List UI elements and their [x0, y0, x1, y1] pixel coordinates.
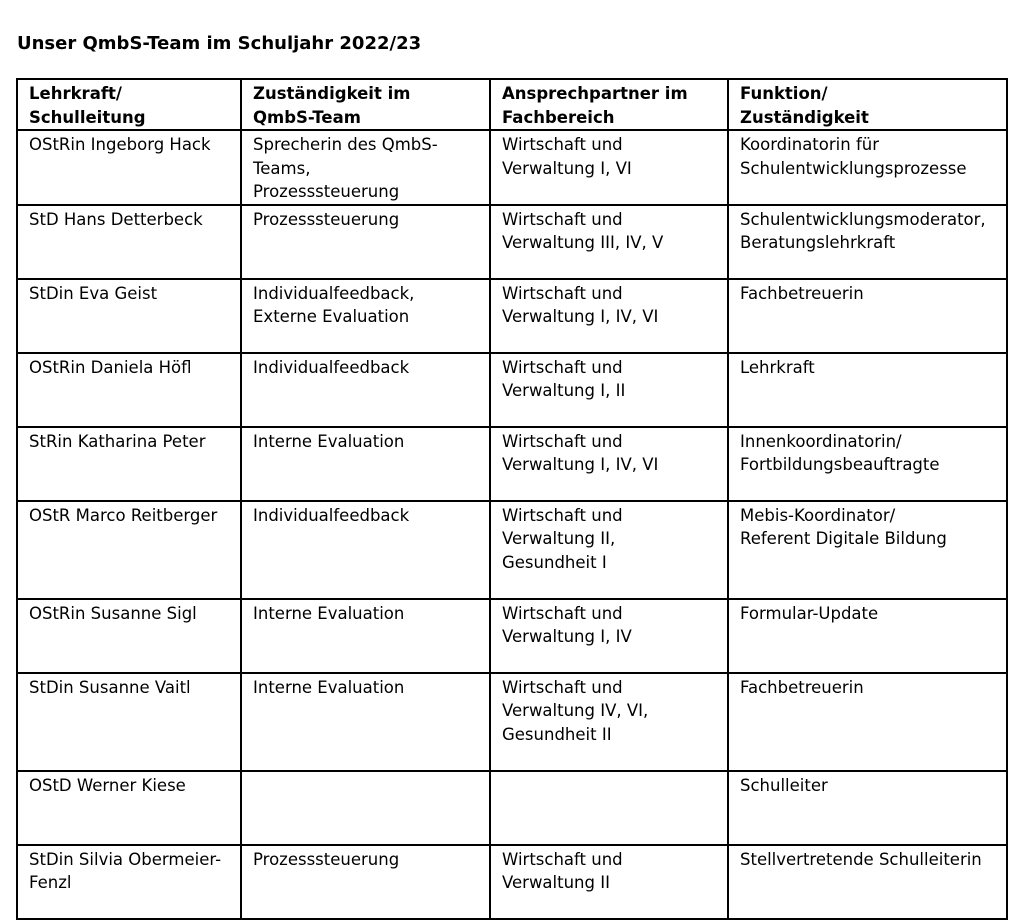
cell-ansprechpartner: Wirtschaft und Verwaltung I, VI — [490, 130, 728, 205]
cell-lehrkraft: StD Hans Detterbeck — [17, 205, 241, 279]
table-row — [17, 279, 1007, 353]
cell-ansprechpartner — [490, 771, 728, 845]
cell-zustaendigkeit: Interne Evaluation — [241, 427, 490, 501]
table-header-row — [17, 79, 1007, 130]
cell-lehrkraft: StDin Susanne Vaitl — [17, 673, 241, 771]
cell-lehrkraft: OStD Werner Kiese — [17, 771, 241, 845]
table-row — [17, 130, 1007, 205]
cell-ansprechpartner: Wirtschaft und Verwaltung II — [490, 845, 728, 919]
cell-lehrkraft: StDin Eva Geist — [17, 279, 241, 353]
cell-funktion: Innenkoordinatorin/ Fortbildungsbeauftragte — [728, 427, 1007, 501]
page-title: Unser QmbS-Team im Schuljahr 2022/23 — [17, 33, 422, 54]
cell-ansprechpartner: Wirtschaft und Verwaltung I, II — [490, 353, 728, 427]
cell-zustaendigkeit: Prozesssteuerung — [241, 205, 490, 279]
cell-funktion: Schulleiter — [728, 771, 1007, 845]
cell-funktion: Fachbetreuerin — [728, 279, 1007, 353]
cell-funktion: Stellvertretende Schulleiterin — [728, 845, 1007, 919]
cell-zustaendigkeit: Prozesssteuerung — [241, 845, 490, 919]
cell-ansprechpartner: Wirtschaft und Verwaltung I, IV, VI — [490, 427, 728, 501]
cell-ansprechpartner: Wirtschaft und Verwaltung II, Gesundheit I — [490, 501, 728, 599]
cell-zustaendigkeit: Individualfeedback — [241, 501, 490, 599]
cell-lehrkraft: OStRin Susanne Sigl — [17, 599, 241, 673]
table-row — [17, 673, 1007, 771]
cell-ansprechpartner: Wirtschaft und Verwaltung I, IV, VI — [490, 279, 728, 353]
table-body — [17, 130, 1007, 919]
table-row — [17, 427, 1007, 501]
cell-funktion: Koordinatorin für Schulentwicklungsprozesse — [728, 130, 1007, 205]
header-lehrkraft: Lehrkraft/ Schulleitung — [17, 79, 241, 130]
cell-ansprechpartner: Wirtschaft und Verwaltung IV, VI, Gesundheit II — [490, 673, 728, 771]
cell-zustaendigkeit: Individualfeedback — [241, 353, 490, 427]
table-row — [17, 599, 1007, 673]
table-row — [17, 501, 1007, 599]
cell-lehrkraft: OStRin Daniela Höfl — [17, 353, 241, 427]
cell-zustaendigkeit: Interne Evaluation — [241, 673, 490, 771]
table-row — [17, 205, 1007, 279]
cell-zustaendigkeit — [241, 771, 490, 845]
header-ansprechpartner: Ansprechpartner im Fachbereich — [490, 79, 728, 130]
cell-funktion: Lehrkraft — [728, 353, 1007, 427]
cell-ansprechpartner: Wirtschaft und Verwaltung I, IV — [490, 599, 728, 673]
header-funktion: Funktion/ Zuständigkeit — [728, 79, 1007, 130]
cell-ansprechpartner: Wirtschaft und Verwaltung III, IV, V — [490, 205, 728, 279]
table-header — [17, 79, 1007, 130]
cell-funktion: Formular-Update — [728, 599, 1007, 673]
cell-lehrkraft: StDin Silvia Obermeier- Fenzl — [17, 845, 241, 919]
cell-funktion: Mebis-Koordinator/ Referent Digitale Bildung — [728, 501, 1007, 599]
cell-funktion: Schulentwicklungsmoderator, Beratungslehrkraft — [728, 205, 1007, 279]
table-row — [17, 353, 1007, 427]
cell-lehrkraft: OStR Marco Reitberger — [17, 501, 241, 599]
cell-lehrkraft: OStRin Ingeborg Hack — [17, 130, 241, 205]
cell-zustaendigkeit: Interne Evaluation — [241, 599, 490, 673]
cell-lehrkraft: StRin Katharina Peter — [17, 427, 241, 501]
cell-funktion: Fachbetreuerin — [728, 673, 1007, 771]
team-table — [16, 78, 1008, 920]
cell-zustaendigkeit: Individualfeedback, Externe Evaluation — [241, 279, 490, 353]
table-row — [17, 771, 1007, 845]
cell-zustaendigkeit: Sprecherin des QmbS- Teams, Prozesssteuerung — [241, 130, 490, 205]
header-zustaendigkeit-qmbs: Zuständigkeit im QmbS-Team — [241, 79, 490, 130]
table-row — [17, 845, 1007, 919]
